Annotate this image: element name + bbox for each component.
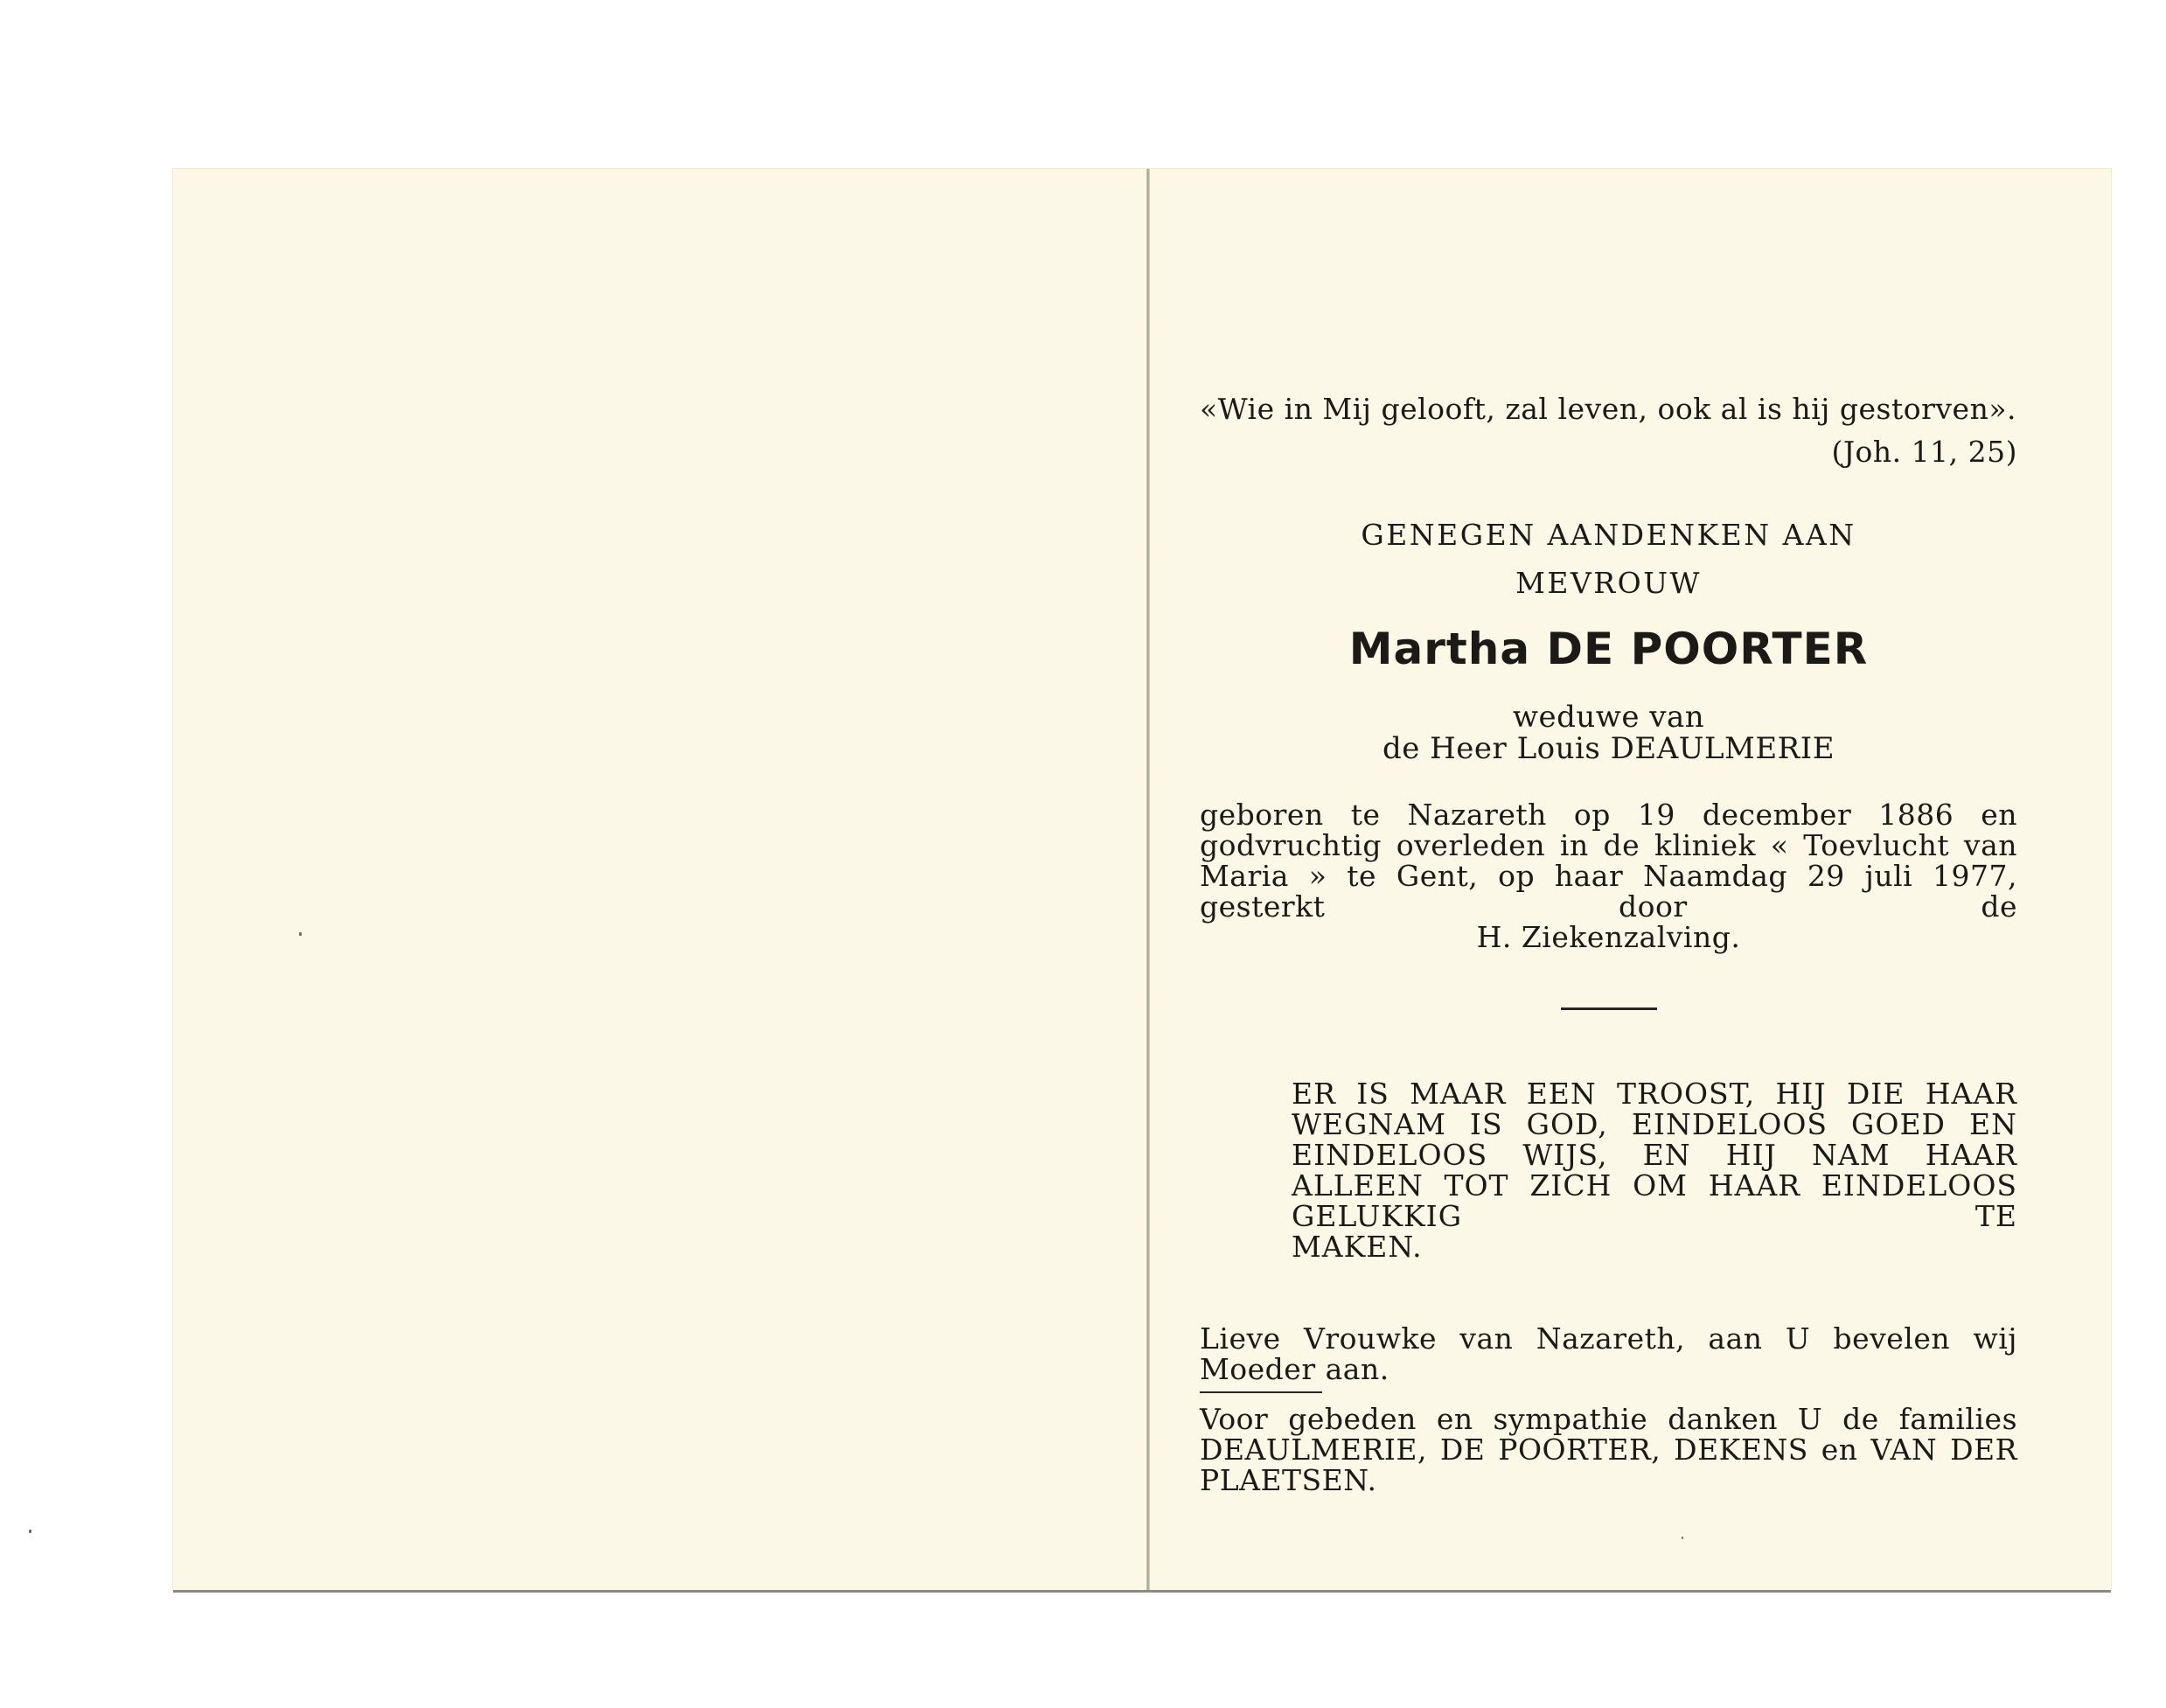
thanks-text: Voor gebeden en sympathie danken U de families DEAULMERIE, DE POORTER, DEKENS en VAN DER PLAETSEN. bbox=[1200, 1402, 2017, 1497]
prayer-text: Lieve Vrouwke van Nazareth, aan U bevelen wij Moeder aan. bbox=[1200, 1321, 2017, 1386]
bible-reference: (Joh. 11, 25) bbox=[1831, 435, 2017, 469]
divider bbox=[1561, 1007, 1657, 1010]
card-edge bbox=[173, 1590, 2111, 1593]
bible-quote: «Wie in Mij gelooft, zal leven, ook al is hij gestorven». bbox=[1200, 392, 2017, 426]
speck bbox=[299, 932, 302, 936]
biography-last-line: H. Ziekenzalving. bbox=[1476, 920, 1741, 954]
speck bbox=[1682, 1537, 1683, 1539]
consolation-text bbox=[1292, 1078, 2017, 1262]
card-fold bbox=[1146, 169, 1150, 1593]
consolation-last-line: MAKEN. bbox=[1292, 1230, 1423, 1264]
widow-of: weduwe van bbox=[1512, 700, 1705, 735]
spouse-name: de Heer Louis DEAULMERIE bbox=[1382, 731, 1835, 766]
speck bbox=[29, 1530, 31, 1533]
divider bbox=[1200, 1391, 1322, 1393]
biography: geboren te Nazareth op 19 december 1886 en godvruchtig overleden in de kliniek « Toevlucht van Maria » te Gent, op haar Naamdag 29 juli 1977, gesterkt door de bbox=[1200, 798, 2017, 924]
deceased-name: Martha DE POORTER bbox=[1348, 624, 1869, 674]
remembrance-heading: GENEGEN AANDENKEN AAN bbox=[1361, 518, 1856, 552]
consolation-body: ER IS MAAR EEN TROOST, HIJ DIE HAAR WEGNAM IS GOD, EINDELOOS GOED EN EINDELOOS WIJS, EN HIJ NAM HAAR ALLEEN TOT ZICH OM HAAR EINDELOOS GELUKKIG TE bbox=[1292, 1077, 2017, 1233]
card-text-panel bbox=[1200, 394, 2017, 1495]
title-mevrouw: MEVROUW bbox=[1515, 566, 1702, 600]
